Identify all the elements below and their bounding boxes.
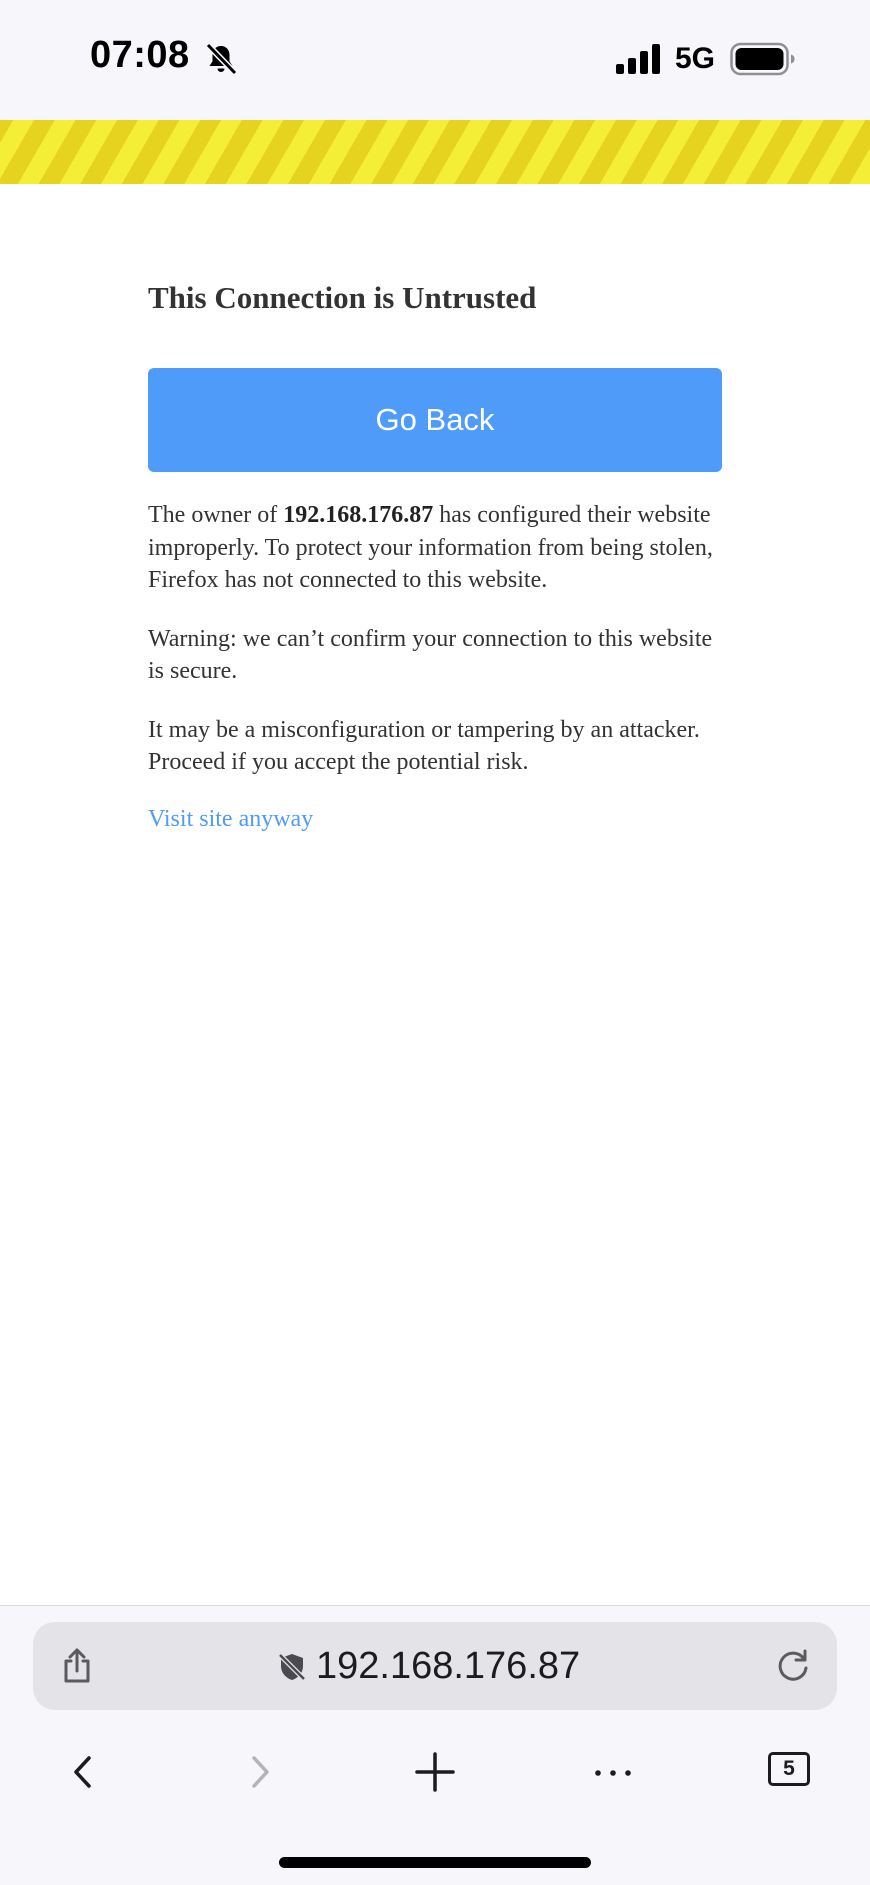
risk-text: It may be a misconfiguration or tampering by an attacker. Proceed if you accept the potential risk. — [148, 716, 700, 775]
network-label: 5G — [675, 42, 716, 75]
home-indicator[interactable] — [279, 1857, 591, 1868]
error-content — [148, 278, 722, 835]
bell-slash-icon — [204, 42, 238, 76]
tabs-count: 5 — [768, 1752, 810, 1786]
status-time: 07:08 — [90, 34, 190, 76]
host-name: 192.168.176.87 — [283, 502, 434, 528]
bottom-toolbar — [0, 1605, 870, 1885]
description-prefix: The owner of — [148, 502, 284, 528]
back-icon[interactable] — [54, 1744, 110, 1800]
url-text[interactable]: 192.168.176.87 — [316, 1645, 581, 1687]
visit-site-anyway-link[interactable]: Visit site anyway — [148, 805, 314, 832]
go-back-button[interactable]: Go Back — [148, 368, 722, 472]
description-suffix: has configured their website improperly. To protect your information from being stolen, Firefox has not connected to this website. — [148, 502, 713, 593]
address-bar[interactable] — [33, 1622, 837, 1710]
status-bar — [0, 0, 870, 120]
warning-text: Warning: we can’t confirm your connection to this website is secure. — [148, 625, 713, 684]
insecure-shield-icon[interactable] — [277, 1652, 307, 1682]
warning-stripe — [0, 120, 870, 184]
page-title: This Connection is Untrusted — [148, 280, 537, 315]
battery-icon — [730, 42, 796, 76]
share-icon[interactable] — [57, 1646, 97, 1686]
plus-icon[interactable] — [407, 1744, 463, 1800]
forward-icon[interactable] — [233, 1744, 289, 1800]
more-icon[interactable] — [585, 1744, 641, 1800]
reload-icon[interactable] — [773, 1646, 813, 1686]
tabs-button[interactable] — [762, 1744, 818, 1800]
cellular-signal-icon — [616, 44, 662, 74]
error-description — [148, 499, 722, 597]
